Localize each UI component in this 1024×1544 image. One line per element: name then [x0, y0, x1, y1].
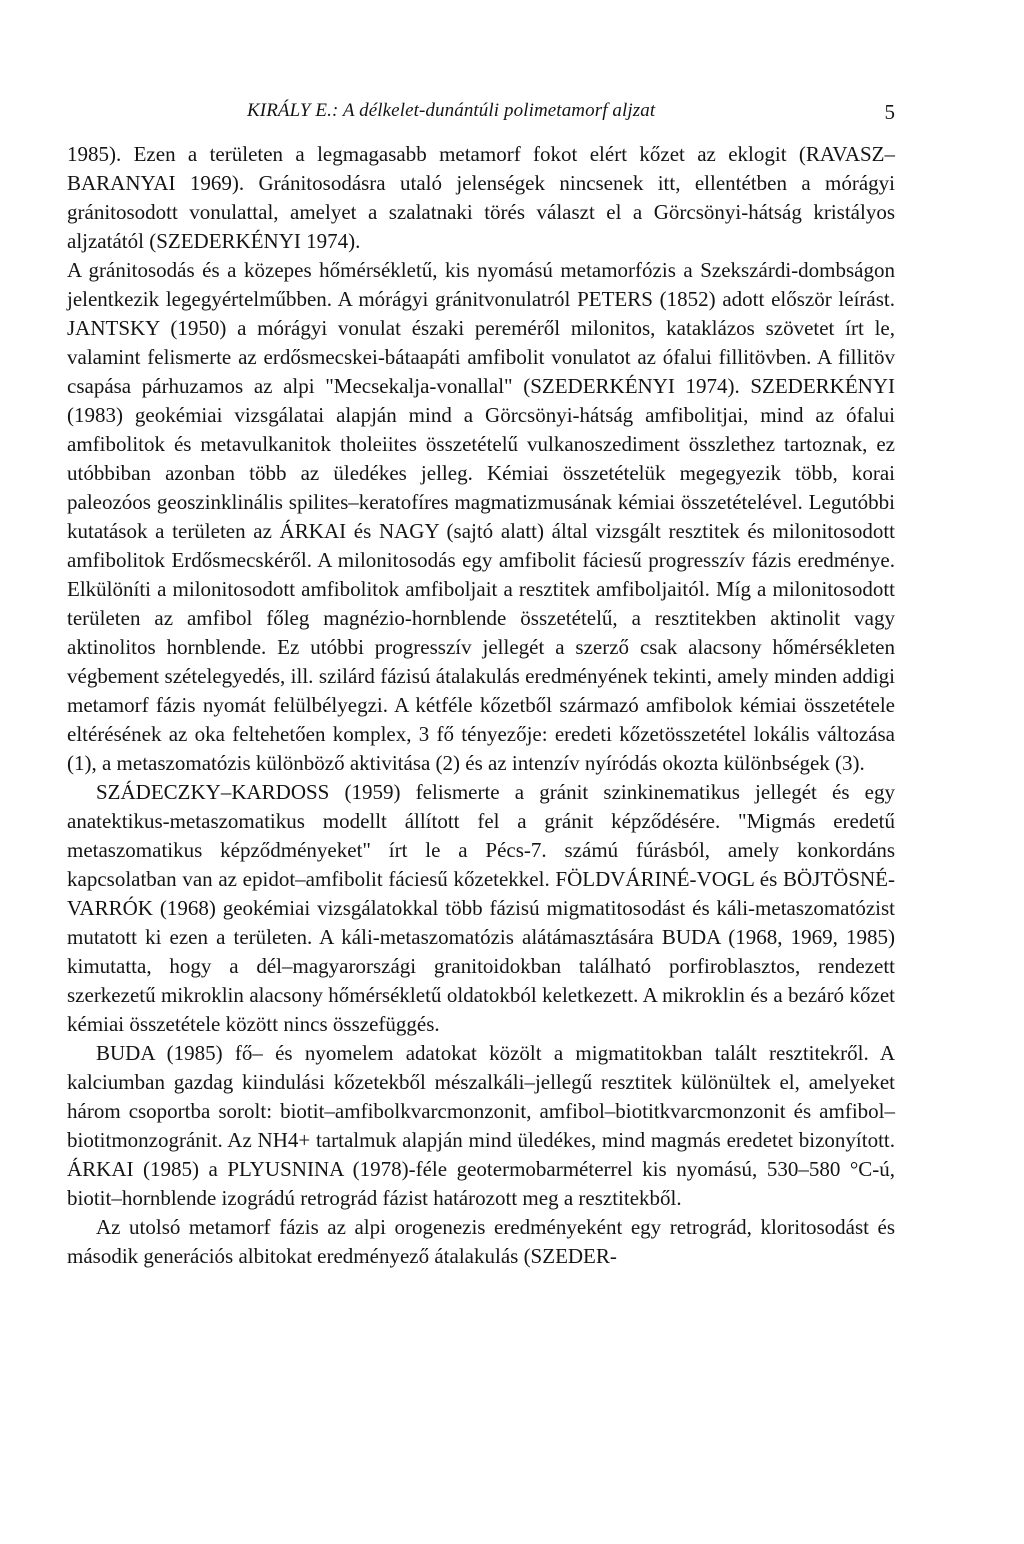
- page-number: 5: [884, 100, 895, 124]
- page: [67, 100, 895, 1271]
- paragraph-2: A gránitosodás és a közepes hőmérsékletű, kis nyomású metamorfózis a Szekszárdi-dombságon jelentkezik legegyértelműbben. A mórágyi gránitvonulatról PETERS (1852) adott először leírást. JANTSKY (1950) a mórágyi vonulat északi pereméről milonitos, kataklázos szövetet írt le, valamint felismerte az erdősmecskei-bátaapáti amfibolit vonulatot az ófalui fillitövben. A fillitöv csapása párhuzamos az alpi "Mecsekalja-vonallal" (SZEDERKÉNYI 1974). SZEDERKÉNYI (1983) geokémiai vizsgálatai alapján mind a Görcsönyi-hátság amfibolitjai, mind az ófalui amfibolitok és metavulkanitok tholeiites összetételű vulkanoszediment összlethez tartoznak, ez utóbbiban azonban több az üledékes jelleg. Kémiai összetételük megegyezik több, korai paleozóos geoszinklinális spilites–keratofíres magmatizmusának kémiai összetételével. Legutóbbi kutatások a területen az ÁRKAI és NAGY (sajtó alatt) által vizsgált resztitek és milonitosodott amfibolitok Erdősmecskéről. A milonitosodás egy amfibolit fáciesű progresszív fázis eredménye. Elkülöníti a milonitosodott amfibolitok amfiboljait a resztitek amfiboljaitól. Míg a milonitosodott területen az amfibol főleg magnézio-hornblende összetételű, a resztitekben aktinolit vagy aktinolitos hornblende. Ez utóbbi progresszív jellegét a szerző csak alacsony hőmérsékleten végbement szételegyedés, ill. szilárd fázisú átalakulás eredményének tekinti, amely minden addigi metamorf fázis nyomát felülbélyegzi. A kétféle kőzetből származó amfibolok kémiai összetétele eltérésének az oka feltehetően komplex, 3 fő tényezője: eredeti kőzetösszetétel lokális változása (1), a metaszomatózis különböző aktivitása (2) és az intenzív nyíródás okozta különbségek (3).: [67, 258, 895, 775]
- running-head: [67, 100, 895, 140]
- paragraph-1: 1985). Ezen a területen a legmagasabb metamorf fokot elért kőzet az eklogit (RAVASZ–BARANYAI 1969). Gránitosodásra utaló jelenségek nincsenek itt, ellentétben a mórágyi gránitosodott vonulattal, amelyet a szalatnaki törés választ el a Görcsönyi-hátság kristályos aljzatától (SZEDERKÉNYI 1974).: [67, 142, 895, 253]
- paragraph-5: Az utolsó metamorf fázis az alpi orogenezis eredményeként egy retrográd, kloritosodást és második generációs albitokat eredményező átalakulás (SZEDER-: [67, 1215, 895, 1268]
- paragraph-3: SZÁDECZKY–KARDOSS (1959) felismerte a gránit szinkinematikus jellegét és egy anatektikus-metaszomatikus modellt állított fel a gránit képződésére. "Migmás eredetű metaszomatikus képződményeket" írt le a Pécs-7. számú fúrásból, amely konkordáns kapcsolatban van az epidot–amfibolit fáciesű kőzetekkel. FÖLDVÁRINÉ-VOGL és BÖJTÖSNÉ-VARRÓK (1968) geokémiai vizsgálatokkal több fázisú migmatitosodást és káli-metaszomatózist mutatott ki ezen a területen. A káli-metaszomatózis alátámasztására BUDA (1968, 1969, 1985) kimutatta, hogy a dél–magyarországi granitoidokban található porfiroblasztos, rendezett szerkezetű mikroklin alacsony hőmérsékletű oldatokból keletkezett. A mikroklin és a bezáró kőzet kémiai összetétele között nincs összefüggés.: [67, 780, 895, 1036]
- running-title: KIRÁLY E.: A délkelet-dunántúli polimetamorf aljzat: [247, 100, 656, 121]
- body-text: [67, 140, 895, 1271]
- paragraph-4: BUDA (1985) fő– és nyomelem adatokat közölt a migmatitokban talált resztitekről. A kalciumban gazdag kiindulási kőzetekből mészalkáli–jellegű resztitek különültek el, amelyeket három csoportba sorolt: biotit–amfibolkvarcmonzonit, amfibol–biotitkvarcmonzonit és amfibol–biotitmonzogránit. Az NH4+ tartalmuk alapján mind üledékes, mind magmás eredetet bizonyított. ÁRKAI (1985) a PLYUSNINA (1978)-féle geotermobarméterrel kis nyomású, 530–580 °C-ú, biotit–hornblende izográdú retrográd fázist határozott meg a resztitekből.: [67, 1041, 895, 1210]
